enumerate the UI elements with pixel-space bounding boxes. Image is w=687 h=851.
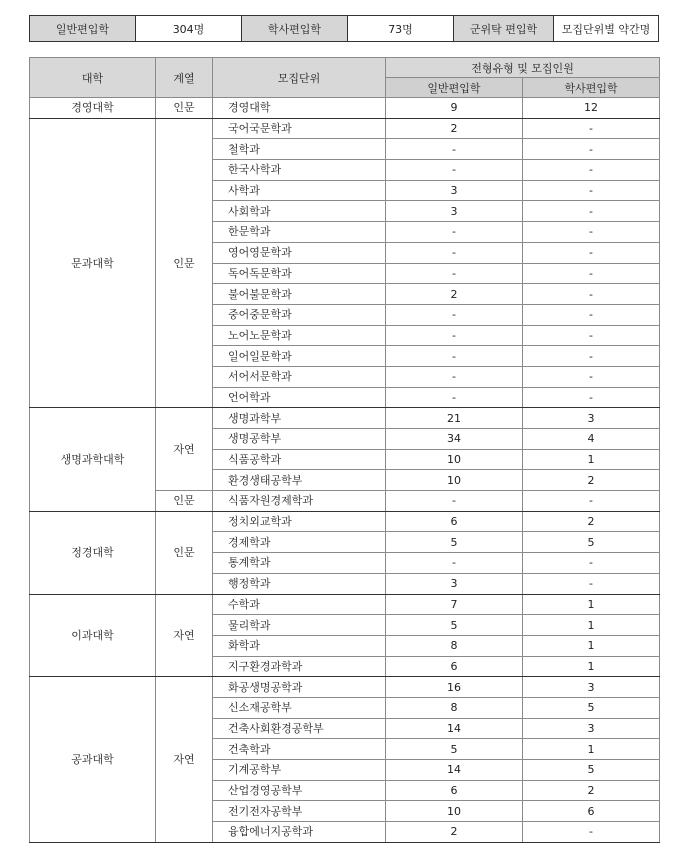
college-cell: 경영대학 [30,98,156,119]
bachelor-count-cell: 3 [523,718,660,739]
general-count-cell: 5 [386,739,523,760]
unit-cell: 노어노문학과 [213,325,386,346]
bachelor-count-cell: - [523,139,660,160]
bachelor-count-cell: 12 [523,98,660,119]
bachelor-count-cell: - [523,325,660,346]
unit-cell: 행정학과 [213,573,386,594]
bachelor-count-cell: - [523,491,660,512]
general-count-cell: 10 [386,470,523,491]
type-group-header: 전형유형 및 모집인원 [386,58,660,78]
college-cell: 생명과학대학 [30,408,156,511]
unit-cell: 신소재공학부 [213,697,386,718]
college-cell: 공과대학 [30,677,156,843]
bachelor-count-cell: 5 [523,697,660,718]
bachelor-count-cell: 2 [523,470,660,491]
general-transfer-count: 304명 [136,16,242,42]
military-transfer-count: 모집단위별 약간명 [554,16,659,42]
general-count-cell: - [386,325,523,346]
series-cell: 자연 [156,408,213,491]
series-cell: 인문 [156,118,213,408]
unit-cell: 정치외교학과 [213,511,386,532]
bachelor-count-cell: - [523,263,660,284]
bachelor-count-cell: 1 [523,739,660,760]
bachelor-count-cell: - [523,160,660,181]
bachelor-transfer-count: 73명 [348,16,454,42]
bachelor-count-cell: 1 [523,449,660,470]
general-count-cell: 14 [386,718,523,739]
general-count-cell: - [386,139,523,160]
unit-cell: 경제학과 [213,532,386,553]
bachelor-count-cell: 1 [523,615,660,636]
unit-cell: 융합에너지공학과 [213,822,386,843]
table-body [30,98,660,843]
general-count-cell: 5 [386,615,523,636]
general-count-cell: - [386,304,523,325]
bachelor-count-cell: - [523,222,660,243]
unit-cell: 산업경영공학부 [213,780,386,801]
general-count-cell: - [386,346,523,367]
bachelor-count-cell: 3 [523,677,660,698]
unit-cell: 한문학과 [213,222,386,243]
bachelor-count-cell: 1 [523,635,660,656]
unit-cell: 화공생명공학과 [213,677,386,698]
unit-cell: 건축학과 [213,739,386,760]
bachelor-count-cell: - [523,118,660,139]
unit-cell: 식품자원경제학과 [213,491,386,512]
unit-cell: 건축사회환경공학부 [213,718,386,739]
unit-cell: 기계공학부 [213,760,386,781]
unit-cell: 언어학과 [213,387,386,408]
unit-cell: 환경생태공학부 [213,470,386,491]
unit-cell: 생명공학부 [213,429,386,450]
general-count-cell: - [386,491,523,512]
bachelor-count-cell: 3 [523,408,660,429]
series-cell: 자연 [156,677,213,843]
admission-quota-table [29,57,660,843]
general-count-cell: 10 [386,801,523,822]
table-row [30,408,660,429]
unit-cell: 생명과학부 [213,408,386,429]
bachelor-count-cell: - [523,573,660,594]
unit-cell: 철학과 [213,139,386,160]
unit-header: 모집단위 [213,58,386,98]
bachelor-count-cell: 6 [523,801,660,822]
bachelor-count-cell: - [523,304,660,325]
general-count-cell: 3 [386,180,523,201]
table-row [30,677,660,698]
bachelor-count-cell: 5 [523,760,660,781]
general-count-cell: 3 [386,573,523,594]
general-count-cell: 5 [386,532,523,553]
unit-cell: 지구환경과학과 [213,656,386,677]
general-count-cell: 21 [386,408,523,429]
general-count-cell: - [386,242,523,263]
bachelor-count-cell: - [523,387,660,408]
general-count-cell: - [386,160,523,181]
table-row [30,511,660,532]
bachelor-count-cell: 2 [523,780,660,801]
summary-bar [29,15,659,42]
general-count-cell: - [386,263,523,284]
military-transfer-label: 군위탁 편입학 [454,16,554,42]
unit-cell: 불어불문학과 [213,284,386,305]
college-cell: 이과대학 [30,594,156,677]
unit-cell: 통계학과 [213,553,386,574]
general-count-cell: 16 [386,677,523,698]
general-count-cell: - [386,387,523,408]
bachelor-count-cell: - [523,366,660,387]
general-count-cell: 34 [386,429,523,450]
unit-cell: 독어독문학과 [213,263,386,284]
general-count-cell: 10 [386,449,523,470]
series-cell: 인문 [156,511,213,594]
general-count-cell: 14 [386,760,523,781]
unit-cell: 수학과 [213,594,386,615]
unit-cell: 화학과 [213,635,386,656]
unit-cell: 전기전자공학부 [213,801,386,822]
series-cell: 인문 [156,98,213,119]
bachelor-count-cell: - [523,822,660,843]
series-header: 계열 [156,58,213,98]
series-cell: 인문 [156,491,213,512]
bachelor-count-cell: - [523,242,660,263]
bachelor-count-cell: 1 [523,594,660,615]
college-cell: 문과대학 [30,118,156,408]
general-count-cell: 8 [386,697,523,718]
unit-cell: 중어중문학과 [213,304,386,325]
unit-cell: 물리학과 [213,615,386,636]
bachelor-count-cell: - [523,180,660,201]
bachelor-count-cell: 4 [523,429,660,450]
bachelor-count-cell: 2 [523,511,660,532]
general-count-cell: 2 [386,284,523,305]
college-cell: 정경대학 [30,511,156,594]
unit-cell: 식품공학과 [213,449,386,470]
general-count-cell: 9 [386,98,523,119]
bachelor-count-cell: 5 [523,532,660,553]
general-count-cell: 6 [386,511,523,532]
bachelor-count-cell: - [523,284,660,305]
unit-cell: 한국사학과 [213,160,386,181]
general-count-cell: 2 [386,118,523,139]
unit-cell: 영어영문학과 [213,242,386,263]
unit-cell: 국어국문학과 [213,118,386,139]
general-count-cell: - [386,222,523,243]
bachelor-header: 학사편입학 [523,78,660,98]
general-count-cell: - [386,366,523,387]
general-count-cell: 2 [386,822,523,843]
table-row [30,594,660,615]
general-count-cell: 3 [386,201,523,222]
bachelor-count-cell: - [523,553,660,574]
bachelor-count-cell: - [523,346,660,367]
general-count-cell: 6 [386,656,523,677]
college-header: 대학 [30,58,156,98]
series-cell: 자연 [156,594,213,677]
unit-cell: 일어일문학과 [213,346,386,367]
general-count-cell: 7 [386,594,523,615]
general-count-cell: - [386,553,523,574]
unit-cell: 사학과 [213,180,386,201]
table-header [30,58,660,98]
general-count-cell: 8 [386,635,523,656]
unit-cell: 경영대학 [213,98,386,119]
bachelor-count-cell: 1 [523,656,660,677]
bachelor-transfer-label: 학사편입학 [242,16,348,42]
unit-cell: 서어서문학과 [213,366,386,387]
table-row [30,98,660,119]
general-transfer-label: 일반편입학 [30,16,136,42]
general-header: 일반편입학 [386,78,523,98]
table-row [30,118,660,139]
general-count-cell: 6 [386,780,523,801]
unit-cell: 사회학과 [213,201,386,222]
bachelor-count-cell: - [523,201,660,222]
